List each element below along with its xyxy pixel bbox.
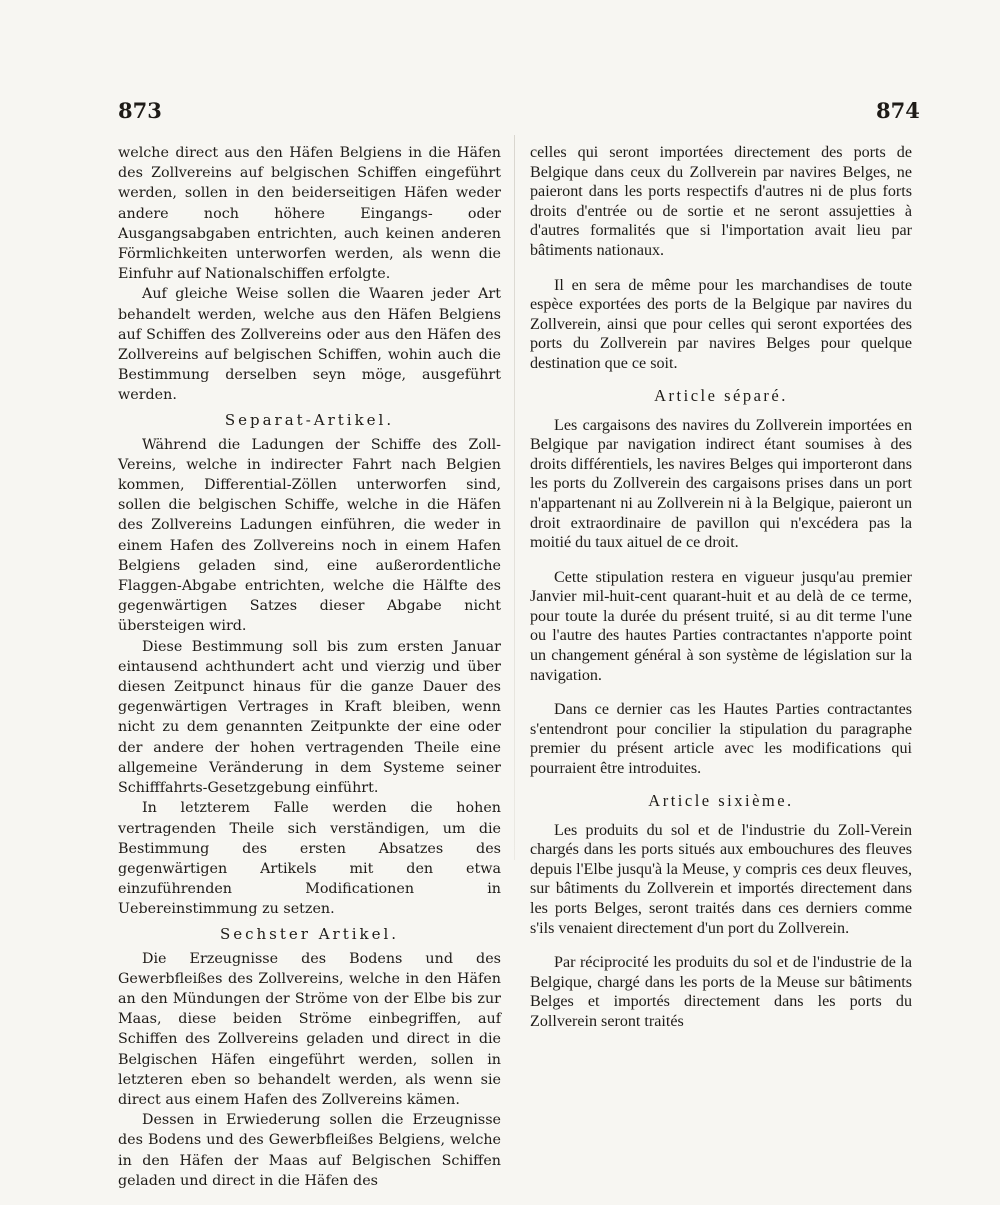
right-column-french	[530, 143, 912, 1032]
paragraph: celles qui seront importées directement des ports de Belgique dans ceux du Zollverein par navires Belges, ne paieront dans les ports respectifs d'autres ni de plus forts droits d'entrée ou de sortie et ne seront assujetties à d'autres formalités que si l'importation avait lieu par bâtiments nationaux.	[530, 144, 912, 259]
page-number-left: 873	[118, 98, 162, 123]
paragraph: Die Erzeugnisse des Bodens und des Gewerbfleißes des Zollvereins, welche in den Häfen an den Mündungen der Ströme von der Elbe bis zur Maas, diese beiden Ströme einbegriffen, auf Schiffen des Zollvereins geladen und direct in die Belgischen Häfen eingeführt werden, sollen in letzteren eben so behandelt werden, als wenn sie direct aus einem Hafen des Zollvereins kämen.	[118, 950, 501, 1108]
section-heading: Article séparé.	[654, 385, 788, 405]
paragraph: Diese Bestimmung soll bis zum ersten Januar eintausend achthundert acht und vierzig und über diesen Zeitpunct hinaus für die ganze Dauer des gegenwärtigen Vertrages in Kraft bleiben, wenn nicht zu dem genannten Zeitpunkte der eine oder der andere der hohen vertragenden Theile eine allgemeine Veränderung in dem Systeme seiner Schifffahrts-Gesetzgebung einführt.	[118, 638, 501, 797]
paragraph: Cette stipulation restera en vigueur jusqu'au premier Janvier mil-huit-cent quarant-huit et au delà de ce terme, pour toute la durée du présent truité, si au dit terme l'une ou l'autre des hautes Parties contractantes n'apporte point un changement général à son système de législation sur la navigation.	[530, 568, 912, 684]
paragraph: welche direct aus den Häfen Belgiens in die Häfen des Zollvereins auf belgischen Schiffen eingeführt werden, sollen in den beiderseitigen Häfen weder andere noch höhere Eingangs- oder Ausgangsabgaben entrichten, auch keinen anderen Förmlichkeiten unterworfen werden, als wenn die Einfuhr auf Nationalschiffen erfolgte.	[118, 145, 501, 283]
paragraph: Il en sera de même pour les marchandises de toute espèce exportées des ports de la Belgique par navires du Zollverein, ainsi que pour celles qui seront exportées des ports du Zollverein par navires Belges pour quelque destination que ce soit.	[530, 276, 912, 372]
paragraph: Auf gleiche Weise sollen die Waaren jeder Art behandelt werden, welche aus den Häfen Belgiens auf Schiffen des Zollvereins oder aus den Häfen des Zollvereins auf belgischen Schiffen, wohin auch die Bestimmung derselben seyn möge, ausgeführt werden.	[118, 286, 501, 404]
paragraph: In letzterem Falle werden die hohen vertragenden Theile sich verständigen, um die Bestimmung des ersten Absatzes des gegenwärtigen Artikels mit den etwa einzuführenden Modificationen in Uebereinstimmung zu setzen.	[118, 800, 501, 918]
left-column-german	[118, 143, 501, 1191]
section-heading: Sechster Artikel.	[219, 924, 400, 943]
paragraph: Par réciprocité les produits du sol et de l'industrie de la Belgique, chargé dans les ports de la Meuse sur bâtiments Belges et importés directement dans les ports du Zollverein seront traités	[530, 954, 912, 1030]
page-number-right: 874	[876, 98, 920, 123]
paragraph: Dans ce dernier cas les Hautes Parties contractantes s'entendront pour concilier la stipulation du paragraphe premier du présent article avec les modifications qui pourraient être introduites.	[530, 701, 912, 778]
paragraph: Dessen in Erwiederung sollen die Erzeugnisse des Bodens und des Gewerbfleißes Belgiens, welche in den Häfen der Maas auf Belgischen Schiffen geladen und direct in die Häfen des	[118, 1112, 501, 1189]
paragraph: Les produits du sol et de l'industrie du Zoll-Verein chargés dans les ports situés aux embouchures des fleuves depuis l'Elbe jusqu'à la Meuse, y compris ces deux fleuves, sur bâtiments du Zollverein et importés directement dans les ports Belges, seront traités dans ces derniers comme s'ils venaient directement d'un port du Zollverein.	[530, 821, 912, 937]
section-heading: Article sixième.	[648, 790, 794, 810]
section-heading: Separat-Artikel.	[224, 410, 395, 429]
paragraph: Während die Ladungen der Schiffe des Zoll-Vereins, welche in indirecter Fahrt nach Belgien kommen, Differential-Zöllen unterworfen sind, sollen die belgischen Schiffe, welche in die Häfen des Zollvereins Ladungen einführen, die weder in einem Hafen des Zollvereins noch in einem Hafen Belgiens geladen sind, eine außerordentliche Flaggen-Abgabe entrichten, welche die Hälfte des gegenwärtigen Satzes dieser Abgabe nicht übersteigen wird.	[118, 436, 501, 635]
paragraph: Les cargaisons des navires du Zollverein importées en Belgique par navigation indirect étant soumises à des droits différentiels, les navires Belges qui importeront dans les ports du Zollverein des cargaisons prises dans un port n'appartenant ni au Zollverein ni à la Belgique, paieront un droit extraordinaire de pavillon qui n'excédera pas la moitié du taux aituel de ce droit.	[530, 416, 912, 552]
gutter-divider	[514, 135, 515, 860]
